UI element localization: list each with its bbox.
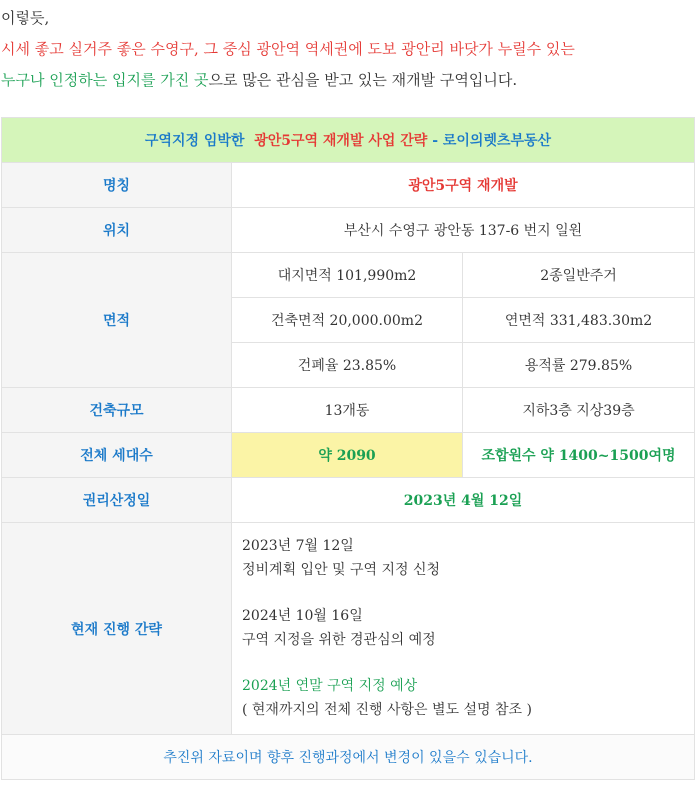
table-row-location: [2, 208, 695, 253]
progress-spacer: [242, 582, 684, 605]
coverage-ratio: 건폐율 23.85%: [232, 343, 463, 388]
header-title: 광안5구역 재개발 사업 간략: [254, 133, 428, 149]
progress-date-2: 2024년 10월 16일: [242, 608, 363, 624]
floor-area-ratio: 용적률 279.85%: [463, 343, 695, 388]
rights-date: 2023년 4월 12일: [232, 478, 695, 523]
location-value: 부산시 수영구 광안동 137-6 번지 일원: [232, 208, 695, 253]
table-footer-row: [2, 735, 695, 780]
intro-line-1: 이렇듯,: [1, 9, 50, 27]
floor-count: 지하3층 지상39층: [463, 388, 695, 433]
table-row-scale: [2, 388, 695, 433]
households-label: 전체 세대수: [2, 433, 232, 478]
table-header: [2, 118, 695, 163]
name-value: 광안5구역 재개발: [232, 163, 695, 208]
zoning: 2종일반주거: [463, 253, 695, 298]
intro-line-3: [1, 68, 691, 99]
progress-details: [232, 523, 695, 735]
table-header-row: [2, 118, 695, 163]
households-value: 약 2090: [232, 433, 463, 478]
progress-plan: 2024년 연말 구역 지정 예상: [242, 678, 418, 694]
table-row-name: [2, 163, 695, 208]
name-label: 명칭: [2, 163, 232, 208]
project-summary-table: [1, 117, 695, 780]
progress-label: 현재 진행 간략: [2, 523, 232, 735]
floor-area: 연면적 331,483.30m2: [463, 298, 695, 343]
members-value: 조합원수 약 1400~1500여명: [463, 433, 695, 478]
rights-label: 권리산정일: [2, 478, 232, 523]
intro-text: [1, 6, 691, 99]
intro-highlight: 누구나 인정하는 입지를 가진 곳: [1, 71, 209, 89]
progress-note: ( 현재까지의 전체 진행 사항은 별도 설명 참조 ): [242, 701, 532, 718]
progress-spacer: [242, 652, 684, 675]
header-suffix: - 로이의렛츠부동산: [432, 133, 552, 149]
progress-event-1: 정비계획 입안 및 구역 지정 신청: [242, 561, 441, 578]
table-footer: 추진위 자료이며 향후 진행과정에서 변경이 있을수 있습니다.: [2, 735, 695, 780]
building-area: 건축면적 20,000.00m2: [232, 298, 463, 343]
table-row-households: [2, 433, 695, 478]
site-area: 대지면적 101,990m2: [232, 253, 463, 298]
scale-label: 건축규모: [2, 388, 232, 433]
table-row-progress: [2, 523, 695, 735]
table-row-rights: [2, 478, 695, 523]
progress-event-2: 구역 지정을 위한 경관심의 예정: [242, 631, 436, 648]
table-row-area-1: [2, 253, 695, 298]
intro-line-3-rest: 으로 많은 관심을 받고 있는 재개발 구역입니다.: [208, 71, 518, 89]
area-label: 면적: [2, 253, 232, 388]
intro-line-2: 시세 좋고 실거주 좋은 수영구, 그 중심 광안역 역세권에 도보 광안리 바닷가 누릴수 있는: [1, 40, 575, 58]
location-label: 위치: [2, 208, 232, 253]
building-count: 13개동: [232, 388, 463, 433]
header-prefix: 구역지정 임박한: [144, 133, 245, 149]
progress-date-1: 2023년 7월 12일: [242, 538, 354, 554]
